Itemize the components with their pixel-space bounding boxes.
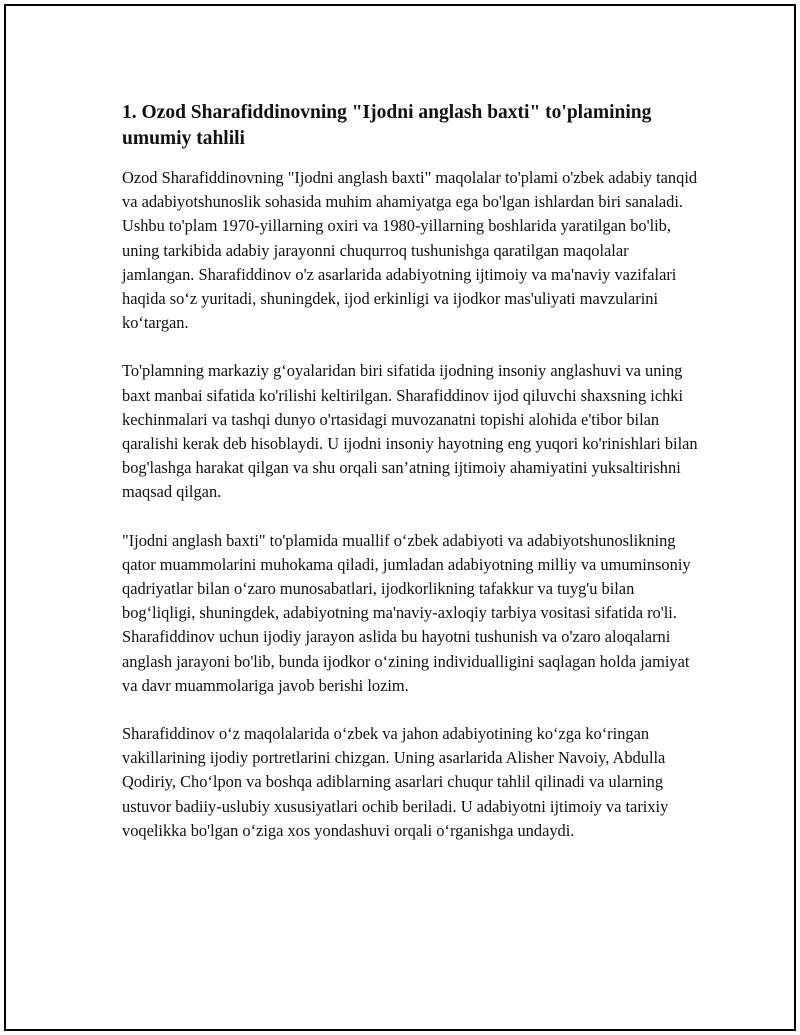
page-border [4,4,796,1031]
paragraph-1: Ozod Sharafiddinovning "Ijodni anglash baxti" maqolalar to'plami o'zbek adabiy tanqid va adabiyotshunoslik sohasida muhim ahamiyatga ega bo'lgan ishlardan biri sanaladi. Ushbu to'plam 1970-yillarning oxiri va 1980-yillarning boshlarida yaratilgan bo'lib, uning tarkibida adabiy jarayonni chuqurroq tushunishga qaratilgan maqolalar jamlangan. Sharafiddinov o'z asarlarida adabiyotning ijtimoiy va ma'naviy vazifalari haqida so‘z yuritadi, shuningdek, ijod erkinligi va ijodkor mas'uliyati mavzularini ko‘targan. [122,168,698,333]
paragraph-3: "Ijodni anglash baxti" to'plamida muallif o‘zbek adabiyoti va adabiyotshunoslikning qator muammolarini muhokama qiladi, jumladan adabiyotning milliy va umuminsoniy qadriyatlar bilan o‘zaro munosabatlari, ijodkorlikning tafakkur va tuyg'u bilan bog‘liqligi, shuningdek, adabiyotning ma'naviy-axloqiy tarbiya vositasi sifatida ro'li. Sharafiddinov uchun ijodiy jarayon aslida bu hayotni tushunish va o'zaro aloqalarni anglash jarayoni bo'lib, bunda ijodkor o‘zining individualligini saqlagan holda jamiyat va davr muammolariga javob berishi lozim. [122,530,691,695]
document-body [122,100,702,867]
paragraph-4: Sharafiddinov o‘z maqolalarida o‘zbek va jahon adabiyotining ko‘zga ko‘ringan vakillarining ijodiy portretlarini chizgan. Uning asarlarida Alisher Navoiy, Abdulla Qodiriy, Cho‘lpon va boshqa adiblarning asarlari chuqur tahlil qilinadi va ularning ustuvor badiiy-uslubiy xususiyatlari ochib beriladi. U adabiyotni ijtimoiy va tarixiy voqelikka bo'lgan o‘ziga xos yondashuvi orqali o‘rganishga undaydi. [122,724,669,840]
paragraph-2: To'plamning markaziy g‘oyalaridan biri sifatida ijodning insoniy anglashuvi va uning baxt manbai sifatida ko'rilishi keltirilgan. Sharafiddinov ijod qiluvchi shaxsning ichki kechinmalari va tashqi dunyo o'rtasidagi muvozanatni topishi alohida e'tibor bilan qaralishi kerak deb hisoblaydi. U ijodni insoniy hayotning eng yuqori ko'rinishlari bilan bog'lashga harakat qilgan va shu orqali san’atning ijtimoiy ahamiyatini yuksaltirishni maqsad qilgan. [122,361,698,502]
section-heading: 1. Ozod Sharafiddinovning "Ijodni anglash baxti" to'plamining umumiy tahlili [122,102,652,149]
